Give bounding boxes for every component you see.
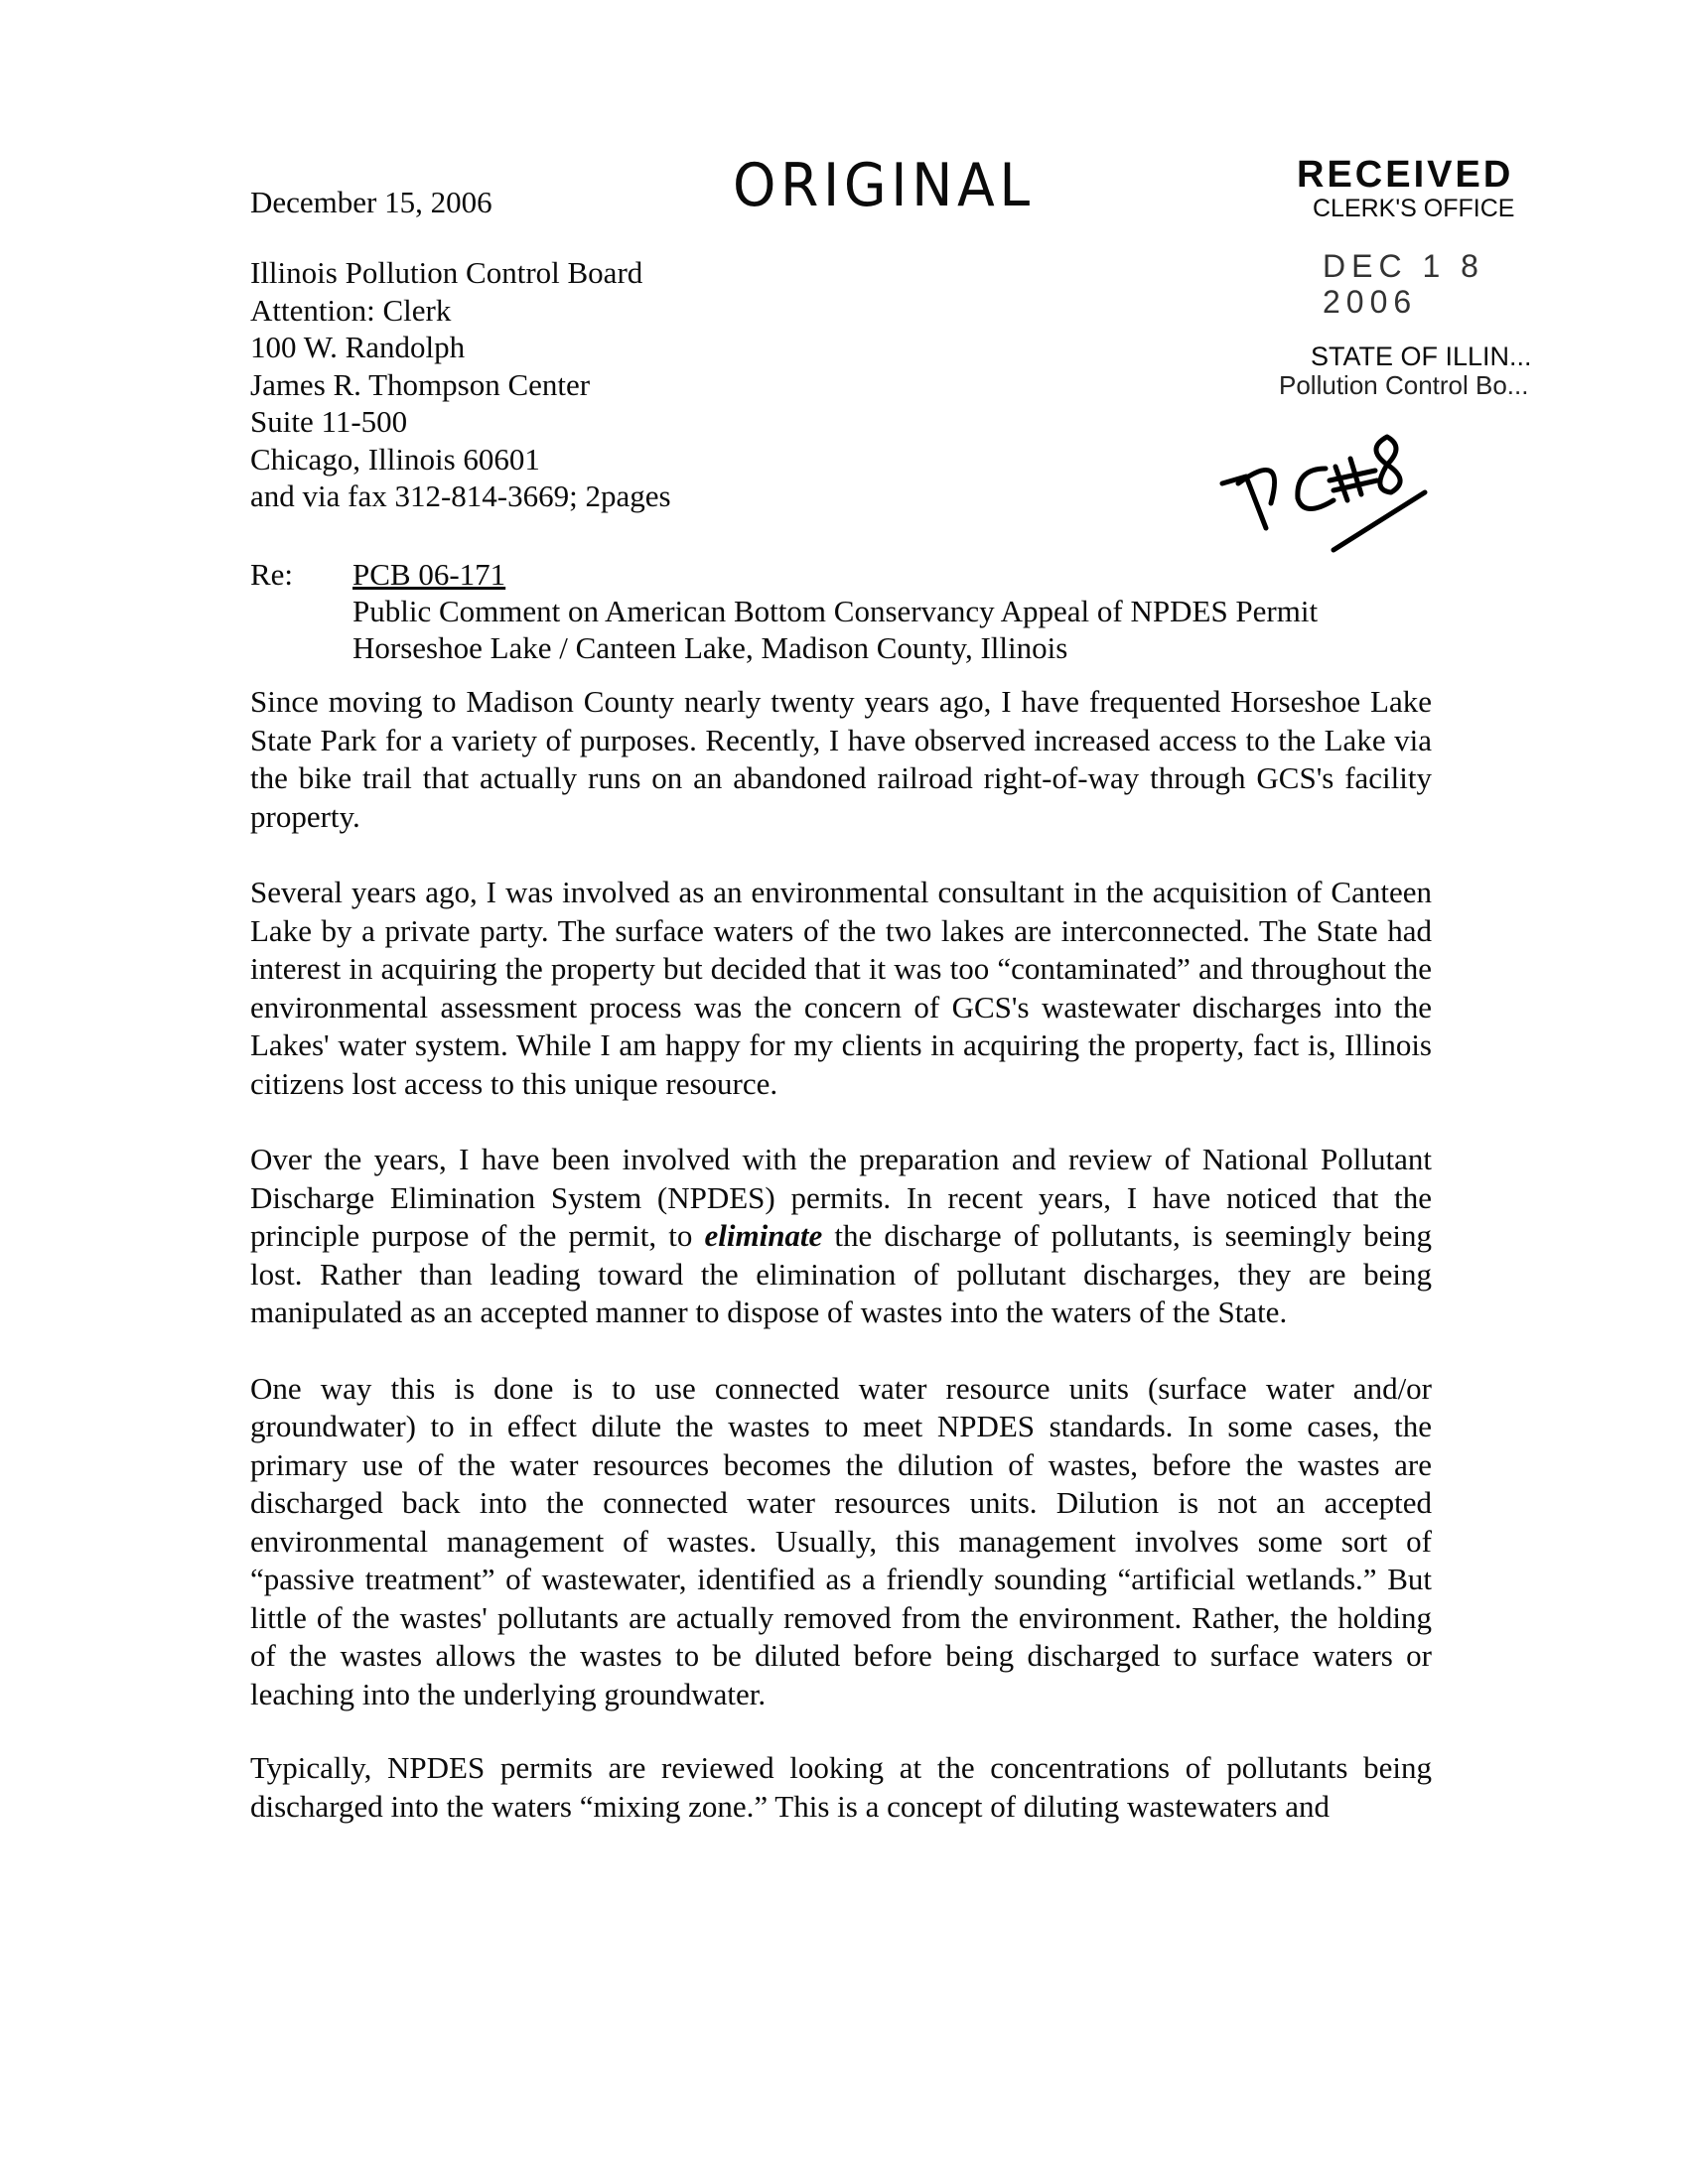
paragraph-text: the discharge of pollutants, is seemingly being lost. Rather than leading toward the elimination of pollutant discharges, they are being manipulated as an accepted manner to dispose of wastes into the waters of the State. [250,1218,1432,1329]
address-line: James R. Thompson Center [250,366,591,402]
case-number: PCB 06-171 [352,557,506,592]
address-line: and via fax 312-814-3669; 2pages [250,478,671,513]
letter-date: December 15, 2006 [250,185,492,219]
received-stamp-title: RECEIVED [1297,154,1514,196]
received-stamp [1273,155,1571,399]
original-stamp: ORIGINAL [733,151,1035,220]
letter-body [250,683,1432,1863]
subject-label: Re: [250,557,294,592]
handwritten-pc8-mark [1216,429,1445,558]
recipient-address [250,254,671,515]
paragraph [250,1141,1432,1332]
subject-line: Horseshoe Lake / Canteen Lake, Madison County, Illinois [352,630,1068,665]
address-line: Attention: Clerk [250,292,452,328]
address-line: Chicago, Illinois 60601 [250,441,540,477]
received-stamp-office: CLERK'S OFFICE [1313,195,1515,222]
received-stamp-board: Pollution Control Bo... [1279,370,1529,400]
address-line: 100 W. Randolph [250,330,466,364]
paragraph: Typically, NPDES permits are reviewed looking at the concentrations of pollutants being discharged into the waters “mixing zone.” This is a concept of diluting wastewaters and [250,1750,1432,1824]
received-stamp-state: STATE OF ILLIN... [1311,341,1532,371]
address-line: Illinois Pollution Control Board [250,255,643,290]
paragraph: Several years ago, I was involved as an environmental consultant in the acquisition of Canteen Lake by a private party. The surface waters of the two lakes are interconnected. The State had interest in acquiring the property but decided that it was too “contaminated” and throughout the environmental assessment process was the concern of GCS's wastewater discharges into the Lakes' water system. While I am happy for my clients in acquiring the property, fact is, Illinois citizens lost access to this unique resource. [250,875,1432,1101]
address-line: Suite 11-500 [250,404,408,439]
paragraph-text: Over the years, I have been involved with the preparation and review of National Pollutant Discharge Elimination System (NPDES) permits. In recent years, I have noticed that the principle purpose of the permit, to [250,1142,1432,1253]
received-stamp-date: DEC 1 8 2006 [1323,248,1484,320]
subject-line: Public Comment on American Bottom Conservancy Appeal of NPDES Permit [352,594,1319,628]
paragraph: Since moving to Madison County nearly twenty years ago, I have frequented Horseshoe Lake State Park for a variety of purposes. Recently, I have observed increased access to the Lake via the bike trail that actually runs on an abandoned railroad right-of-way through GCS's facility property. [250,684,1432,834]
emphasis-text: eliminate [704,1218,823,1253]
paragraph: One way this is done is to use connected water resource units (surface water and/or groundwater) to in effect dilute the wastes to meet NPDES standards. In some cases, the primary use of the water resources becomes the dilution of wastes, before the wastes are discharged back into the connected water resources units. Dilution is not an accepted environmental management of wastes. Usually, this management involves some sort of “passive treatment” of wastewater, identified as a friendly sounding “artificial wetlands.” But little of the wastes' pollutants are actually removed from the environment. Rather, the holding of the wastes allows the wastes to be diluted before being discharged to surface waters or leaching into the underlying groundwater. [250,1370,1432,1711]
